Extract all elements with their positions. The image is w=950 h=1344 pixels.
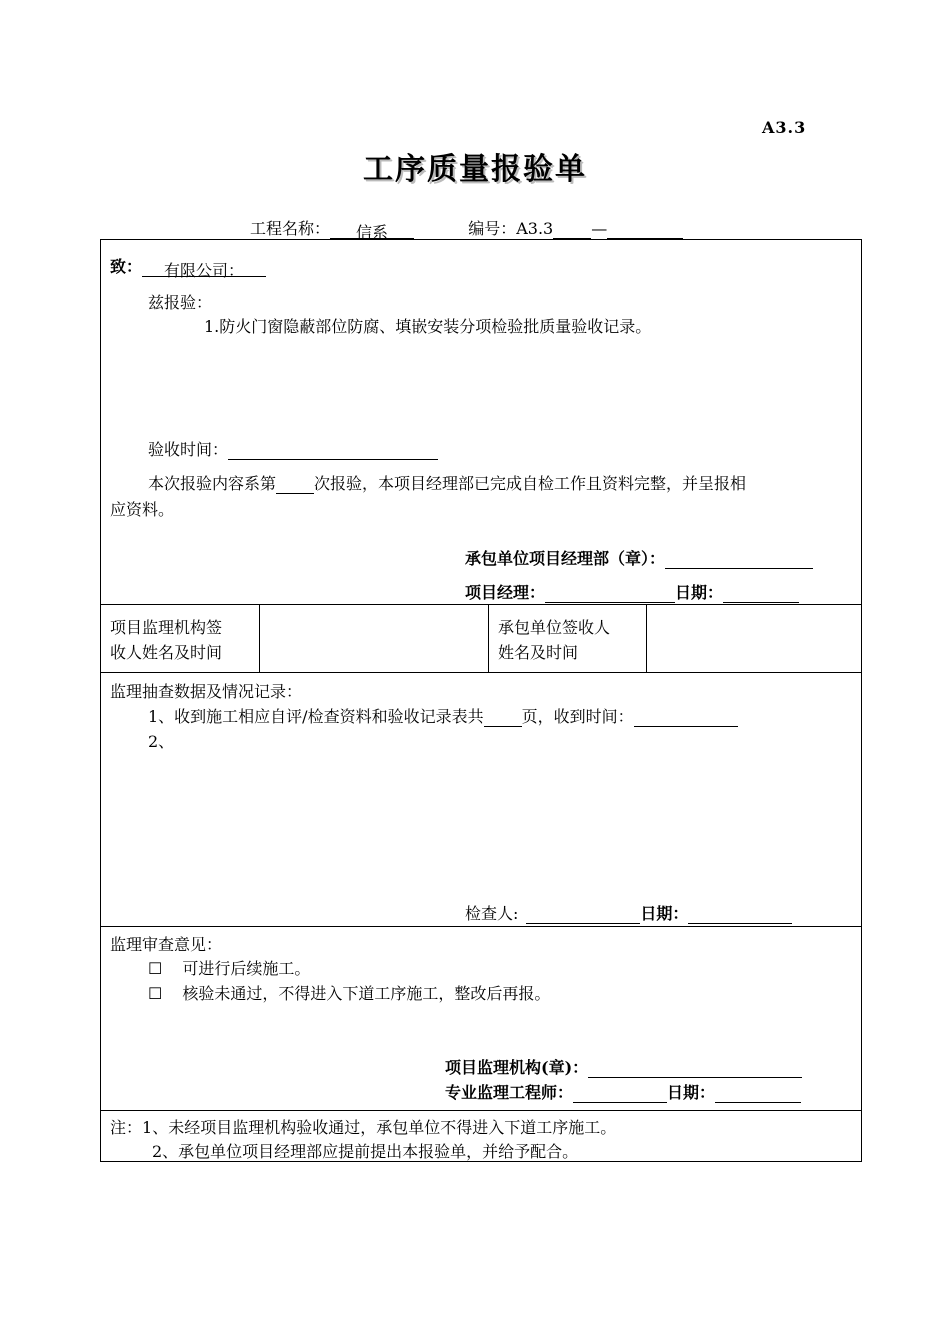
review-option-2 <box>148 981 550 1004</box>
engineer-label: 专业监理工程师： <box>445 1083 574 1102</box>
note-1-text: 1、未经项目监理机构验收通过，承包单位不得进入下道工序施工。 <box>142 1118 617 1137</box>
manager-label: 项目经理： <box>465 583 546 602</box>
manager-date-field[interactable] <box>723 584 799 603</box>
review-option-1 <box>148 956 310 979</box>
divider <box>100 926 862 927</box>
divider <box>100 672 862 673</box>
contractor-dept-line <box>465 546 813 569</box>
submission-intro: 兹报验： <box>148 293 213 312</box>
divider <box>488 604 489 672</box>
checkbox-icon[interactable]: ☐ <box>148 984 163 1003</box>
statement-prefix: 本次报验内容系第 <box>148 474 277 493</box>
supervision-org-line <box>445 1055 802 1078</box>
engineer-date-field[interactable] <box>715 1084 801 1103</box>
acceptance-time-label: 验收时间： <box>148 440 229 459</box>
project-header <box>250 216 683 242</box>
engineer-date-label: 日期： <box>667 1083 716 1102</box>
review-option-1-label: 可进行后续施工。 <box>182 959 311 978</box>
to-company-field[interactable]: 有限公司： <box>142 258 266 277</box>
submission-item-1: 1.防火门窗隐蔽部位防腐、填嵌安装分项检验批质量验收记录。 <box>204 317 652 336</box>
supervision-sign-label-line2: 收人姓名及时间 <box>110 643 223 662</box>
inspection-date-field[interactable] <box>688 905 792 924</box>
inspector-label: 检查人: <box>465 904 519 923</box>
inspector-field[interactable] <box>526 905 640 924</box>
inspector-line <box>465 901 792 924</box>
number-field-2[interactable] <box>607 220 683 239</box>
notes-prefix: 注： <box>110 1118 143 1137</box>
review-heading: 监理审查意见： <box>110 935 223 954</box>
checkbox-icon[interactable]: ☐ <box>148 959 163 978</box>
page-count-field[interactable] <box>484 708 522 727</box>
received-time-field[interactable] <box>634 708 738 727</box>
project-name-field[interactable]: 信系 <box>330 220 414 239</box>
inspection-item-1-middle: 页，收到时间： <box>521 707 634 726</box>
engineer-line <box>445 1080 801 1103</box>
number-field-1[interactable] <box>553 220 591 239</box>
contractor-sign-label <box>498 615 610 665</box>
project-label: 工程名称： <box>250 219 331 238</box>
manager-field[interactable] <box>545 584 675 603</box>
engineer-field[interactable] <box>573 1084 667 1103</box>
inspection-item-1-prefix: 1、收到施工相应自评/检查资料和验收记录表共 <box>148 707 484 726</box>
statement-suffix: 次报验，本项目经理部已完成自检工作且资料完整，并呈报相 <box>314 474 747 493</box>
contractor-dept-label: 承包单位项目经理部（章）： <box>465 549 666 568</box>
acceptance-time-line <box>148 437 438 460</box>
supervision-org-stamp-field[interactable] <box>588 1059 802 1078</box>
form-code: A3.3 <box>762 118 807 137</box>
contractor-sign-field[interactable] <box>647 605 861 671</box>
inspection-item-2: 2、 <box>148 732 175 751</box>
to-line <box>110 254 266 280</box>
number-dash: — <box>591 219 608 238</box>
supervision-sign-label <box>110 615 222 665</box>
divider <box>100 1110 862 1111</box>
submission-count-field[interactable] <box>276 475 314 494</box>
inspection-heading: 监理抽查数据及情况记录： <box>110 682 303 701</box>
contractor-sign-label-line2: 姓名及时间 <box>498 643 579 662</box>
statement-line-2: 应资料。 <box>110 500 175 519</box>
manager-line <box>465 580 799 603</box>
contractor-dept-stamp-field[interactable] <box>665 550 813 569</box>
inspection-date-label: 日期： <box>640 904 689 923</box>
acceptance-time-field[interactable] <box>228 441 438 460</box>
supervision-sign-field[interactable] <box>260 605 487 671</box>
inspection-item-1 <box>148 704 738 727</box>
page-title: 工序质量报验单 <box>363 152 587 187</box>
supervision-org-label: 项目监理机构(章)： <box>445 1058 589 1077</box>
manager-date-label: 日期： <box>675 583 724 602</box>
number-label: 编号：A3.3 <box>468 219 554 238</box>
note-2: 2、承包单位项目经理部应提前提出本报验单，并给予配合。 <box>152 1142 579 1161</box>
supervision-sign-label-line1: 项目监理机构签 <box>110 618 223 637</box>
contractor-sign-label-line1: 承包单位签收人 <box>498 618 611 637</box>
to-label: 致： <box>110 257 143 276</box>
note-1 <box>110 1115 616 1138</box>
review-option-2-label: 核验未通过，不得进入下道工序施工，整改后再报。 <box>182 984 551 1003</box>
statement-line-1 <box>148 471 746 494</box>
